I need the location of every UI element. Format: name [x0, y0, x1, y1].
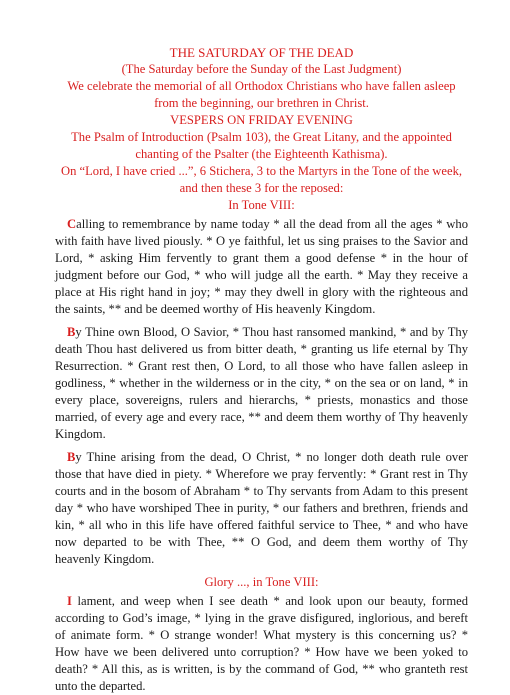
sticheron-2-text: y Thine own Blood, O Savior, * Thou hast ransomed mankind, * and by Thy death Thou hast delivered us from bitter death, * granting us life eternal by Thy Resurrection. * Grant rest then, O Lord, to all those who have fallen asleep in godliness, * whether in the wilderness or in the city, * on the sea or on land, * in every place, sovereigns, rulers and hierarchs, * priests, monastics and those married, of every age and every race, ** and deem them worthy of Thy heavenly Kingdom. [55, 325, 468, 441]
sticheron-3-initial: B [67, 450, 76, 464]
lord-i-have-cried-rubric: On “Lord, I have cried ...”, 6 Stichera, 3 to the Martyrs in the Tone of the week, and then these 3 for the reposed: [60, 164, 463, 195]
doxastikon-text: lament, and weep when I see death * and look upon our beauty, formed according to God’s image, * lying in the grave disfigured, inglorious, and bereft of animate form. * O strange wonder! What mystery is this concerning us? * How have we been delivered unto corruption? * How have we been yoked to death? * All this, as is written, is by the command of God, ** who granteth rest unto the departed. [55, 594, 468, 693]
tone-heading: In Tone VIII: [228, 198, 295, 212]
service-title: THE SATURDAY OF THE DEAD [169, 45, 354, 60]
sticheron-1-initial: C [67, 217, 77, 231]
doxastikon-initial: I [67, 594, 72, 608]
glory-heading: Glory ..., in Tone VIII: [204, 575, 319, 589]
sticheron-2 [55, 324, 468, 443]
sticheron-2-initial: B [67, 325, 76, 339]
sticheron-1 [55, 216, 468, 318]
vespers-heading: VESPERS ON FRIDAY EVENING [170, 113, 353, 127]
doxastikon [55, 593, 468, 695]
commemoration-note: We celebrate the memorial of all Orthodox Christians who have fallen asleep from the beginning, our brethren in Christ. [67, 79, 456, 110]
sticheron-3 [55, 449, 468, 568]
sticheron-3-text: y Thine arising from the dead, O Christ, * no longer doth death rule over those that have died in piety. * Wherefore we pray fervently: * Grant rest in Thy courts and in the bosom of Abraham * to Thy servants from Adam to this present day * who have worshiped Thee in purity, * our fathers and brethren, friends and kin, * all who in this life have offered faithful service to Thee, * and who have now departed to be with Thee, ** O God, and deem them worthy of Thy heavenly Kingdom. [55, 450, 468, 566]
sticheron-1-text: alling to remembrance by name today * all the dead from all the ages * who with faith have lived piously. * O ye faithful, let us sing praises to the Savior and Lord, * asking Him fervently to grant them a good defense * in the hour of judgment before our God, * who will judge all the earth. * May they receive a place at His right hand in joy; * may they dwell in glory with the righteous and the saints, ** and be deemed worthy of His heavenly Kingdom. [55, 217, 468, 316]
vespers-intro: The Psalm of Introduction (Psalm 103), the Great Litany, and the appointed chanting of the Psalter (the Eighteenth Kathisma). [71, 130, 452, 161]
service-subtitle: (The Saturday before the Sunday of the Last Judgment) [121, 62, 402, 76]
